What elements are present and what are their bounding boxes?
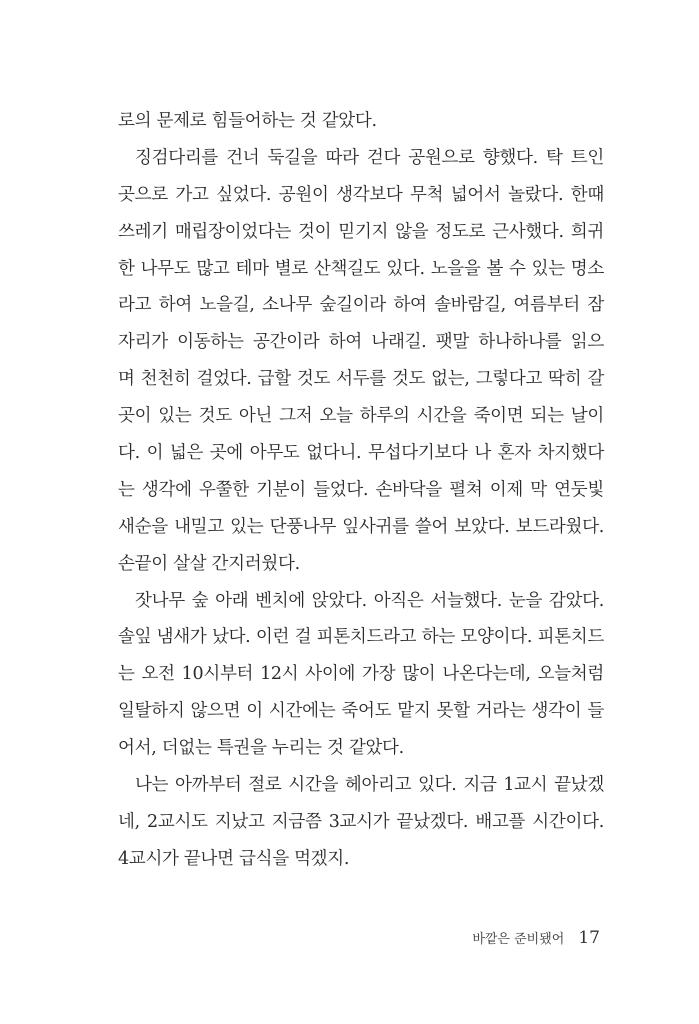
running-title: 바깥은 준비됐어 [472,932,565,947]
text-line: 라고 하여 노을길, 소나무 숲길이라 하여 솔바람길, 여름부터 잠 [118,295,604,316]
text-line: 쓰레기 매립장이었다는 것이 믿기지 않을 정도로 근사했다. 희귀 [118,221,604,242]
text-line: 새순을 내밀고 있는 단풍나무 잎사귀를 쓸어 보았다. 보드라웠다. [118,516,604,537]
text-line: 곳으로 가고 싶었다. 공원이 생각보다 무척 넓어서 놀랐다. 한때 [118,184,604,205]
text-line: 는 오전 10시부터 12시 사이에 가장 많이 나온다는데, 오늘처럼 [118,664,604,685]
text-line: 나는 아까부터 절로 시간을 헤아리고 있다. 지금 1교시 끝났겠 [135,775,604,796]
text-line: 는 생각에 우쭐한 기분이 들었다. 손바닥을 펼쳐 이제 막 연둣빛 [118,479,604,500]
text-line: 잣나무 숲 아래 벤치에 앉았다. 아직은 서늘했다. 눈을 감았다. [135,590,604,611]
body-text [118,103,604,878]
text-line: 한 나무도 많고 테마 별로 산책길도 있다. 노을을 볼 수 있는 명소 [118,258,604,279]
text-line: 일탈하지 않으면 이 시간에는 죽어도 맡지 못할 거라는 생각이 들 [118,701,604,722]
text-line: 솔잎 냄새가 났다. 이런 걸 피톤치드라고 하는 모양이다. 피톤치드 [118,627,604,648]
text-line: 다. 이 넓은 곳에 아무도 없다니. 무섭다기보다 나 혼자 차지했다 [118,443,604,464]
text-line: 징검다리를 건너 둑길을 따라 걷다 공원으로 향했다. 탁 트인 [135,147,604,168]
page-number: 17 [578,928,600,948]
text-line: 며 천천히 걸었다. 급할 것도 서두를 것도 없는, 그렇다고 딱히 갈 [118,369,604,390]
text-line: 어서, 더없는 특권을 누리는 것 같았다. [118,738,404,759]
text-line: 4교시가 끝나면 급식을 먹겠지. [118,848,350,869]
text-line: 자리가 이동하는 공간이라 하여 나래길. 팻말 하나하나를 읽으 [118,332,604,353]
text-line: 손끝이 살살 간지러웠다. [118,553,300,574]
text-line: 로의 문제로 힘들어하는 것 같았다. [118,111,377,131]
text-line: 곳이 있는 것도 아닌 그저 오늘 하루의 시간을 죽이면 되는 날이 [118,406,604,427]
page-footer [472,928,600,948]
text-line: 네, 2교시도 지났고 지금쯤 3교시가 끝났겠다. 배고플 시간이다. [118,811,604,832]
